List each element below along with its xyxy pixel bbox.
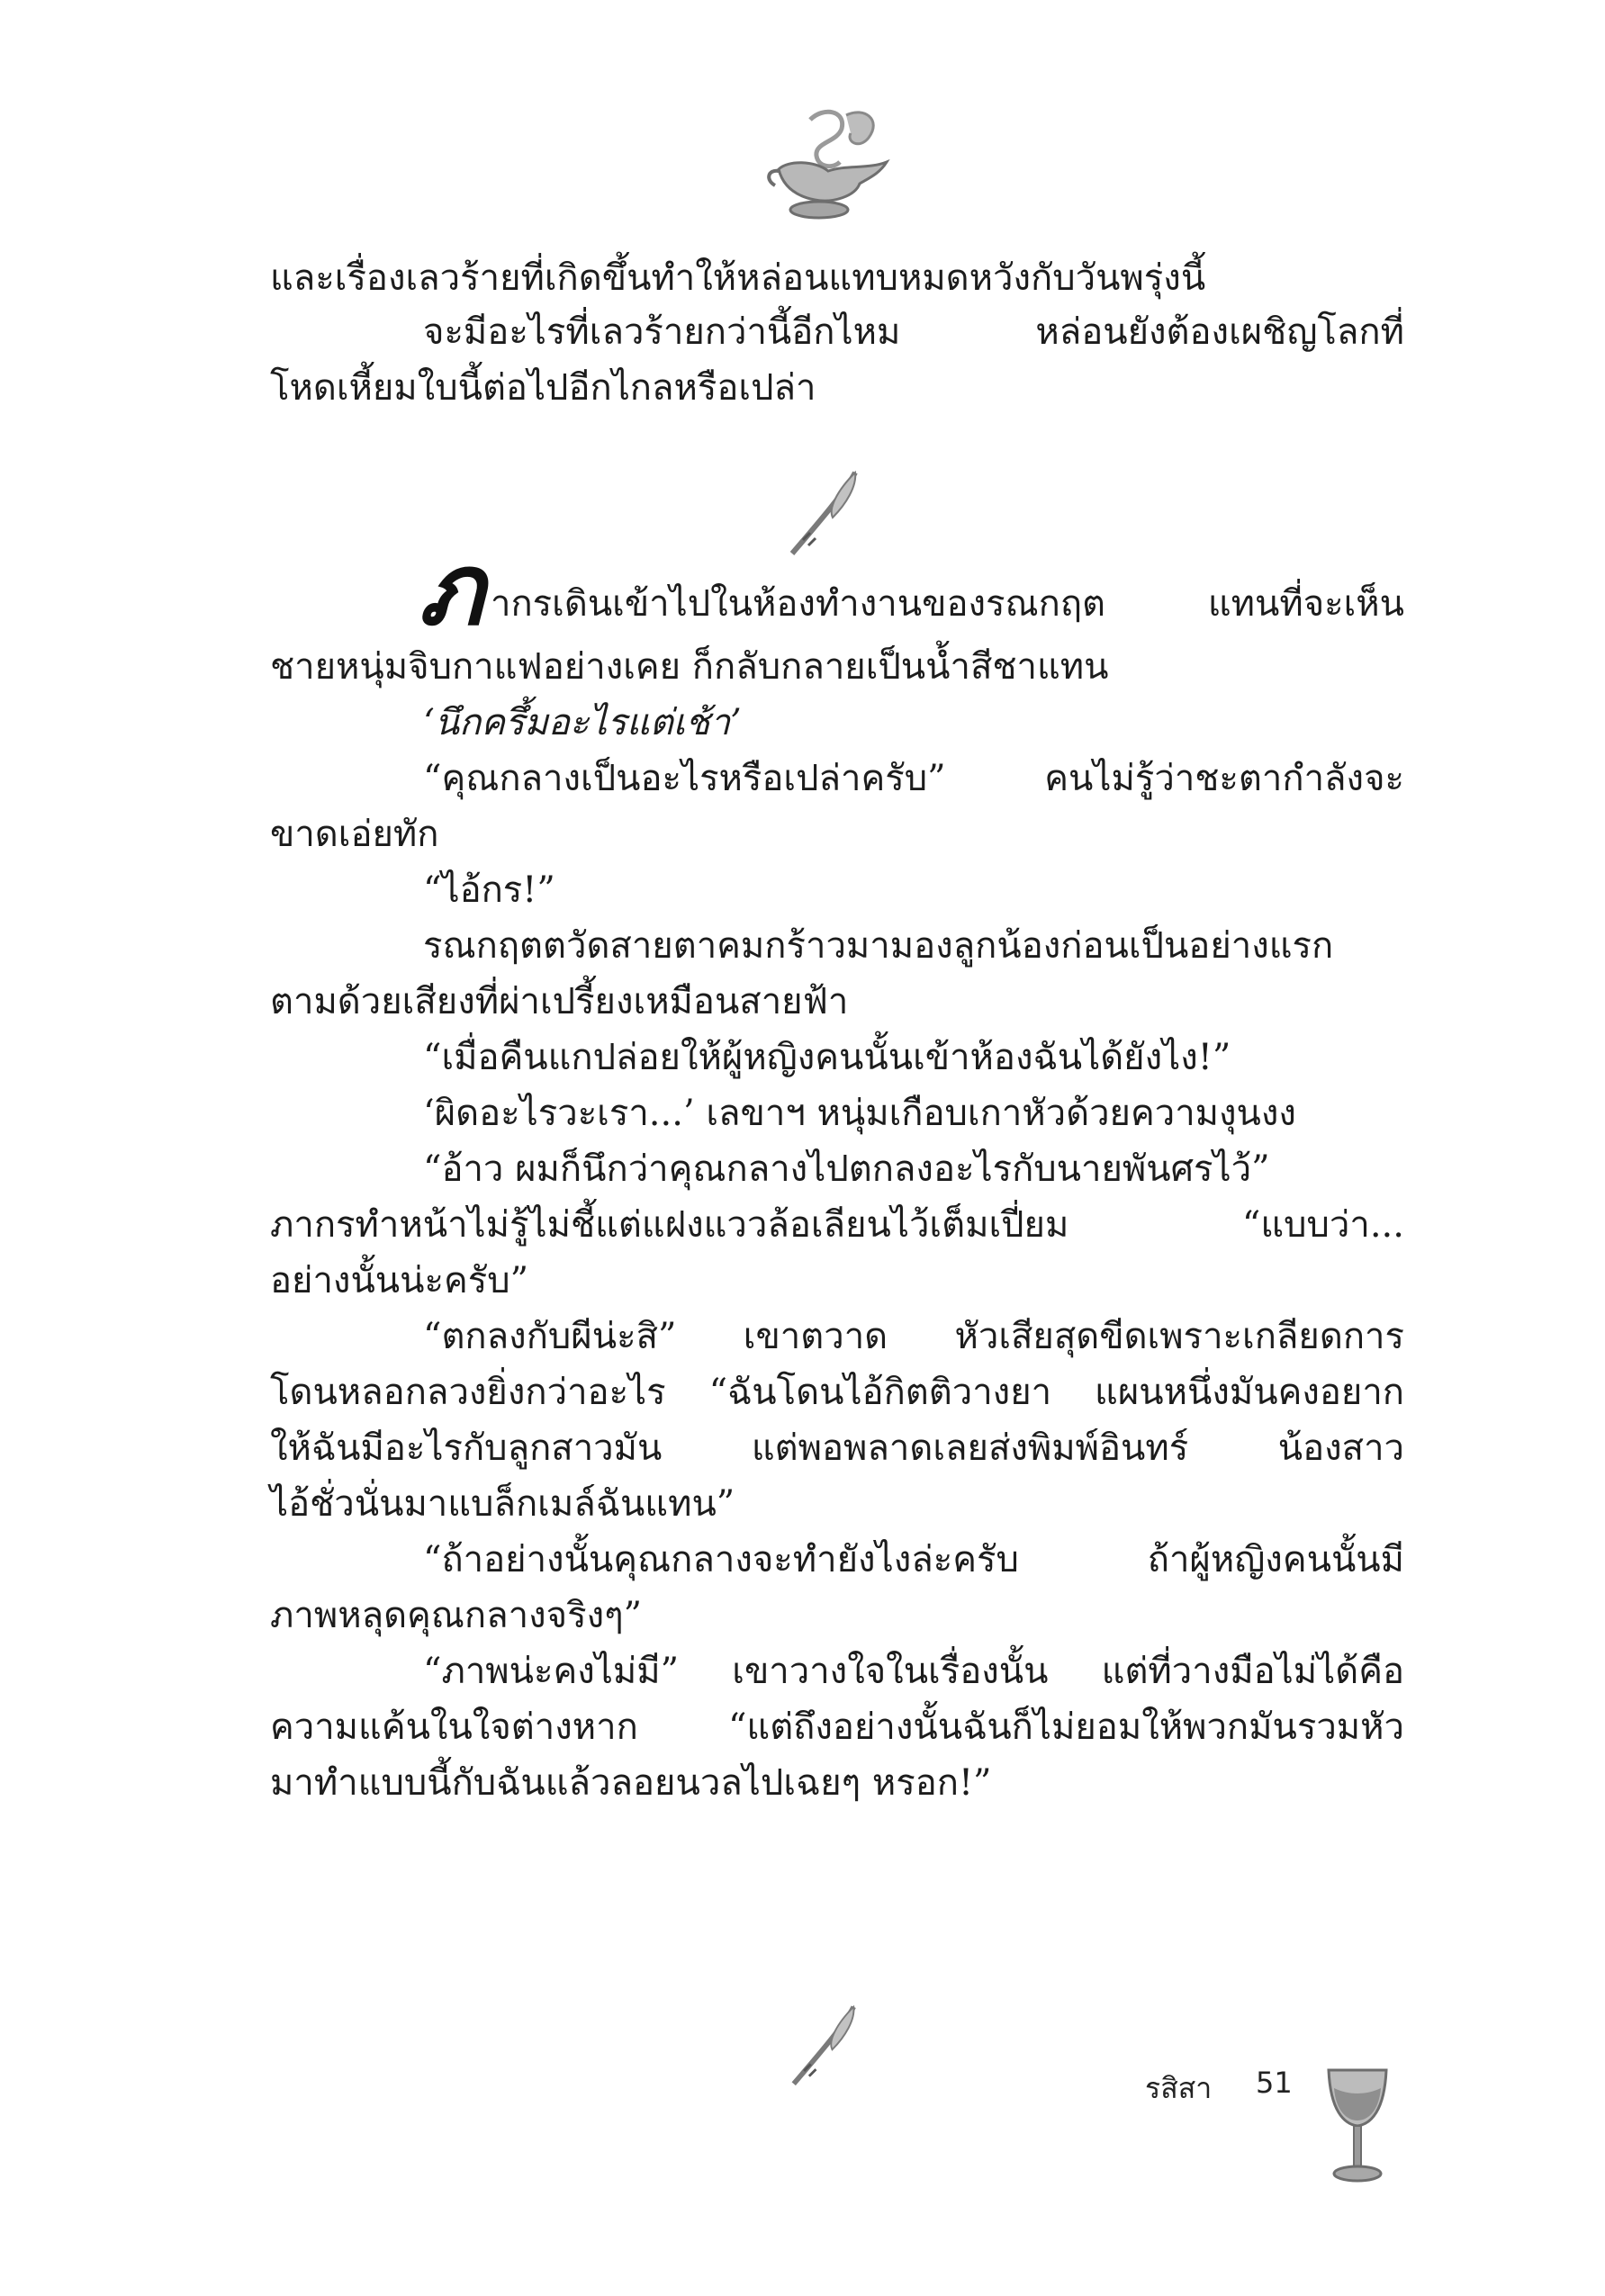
quill-pen-icon	[783, 468, 864, 558]
text-line: “ไอ้กร!”	[423, 869, 555, 911]
text-line: “ตกลงกับผีน่ะสิ” เขาตวาด หัวเสียสุดขีดเพราะเกลียดการ	[423, 1316, 1404, 1357]
text-line: ให้ฉันมีอะไรกับลูกสาวมัน แต่พอพลาดเลยส่งพิมพ์อินทร์ น้องสาว	[270, 1427, 1404, 1469]
text-line: “ถ้าอย่างนั้นคุณกลางจะทำยังไงล่ะครับ ถ้าผู้หญิงคนนั้นมี	[423, 1539, 1404, 1580]
text-line: อย่างนั้นน่ะครับ”	[270, 1260, 529, 1301]
text-line: ภาพหลุดคุณกลางจริงๆ”	[270, 1595, 643, 1636]
drop-cap: ภ	[419, 531, 484, 647]
text-line: ภากรทำหน้าไม่รู้ไม่ชี้แต่แฝงแววล้อเลียนไว้เต็มเปี่ยม “แบบว่า...	[270, 1204, 1404, 1246]
text-line: ไอ้ชั่วนั่นมาแบล็กเมล์ฉันแทน”	[270, 1483, 735, 1525]
text-line: โดนหลอกลวงยิ่งกว่าอะไร “ฉันโดนไอ้กิตติวางยา แผนหนึ่งมันคงอยาก	[270, 1372, 1404, 1413]
text-line: “ภาพน่ะคงไม่มี” เขาวางใจในเรื่องนั้น แต่ที่วางมือไม่ได้คือ	[423, 1651, 1404, 1692]
text-line: “อ้าว ผมก็นึกว่าคุณกลางไปตกลงอะไรกับนายพันศรไว้”	[423, 1148, 1270, 1190]
text-line: ตามด้วยเสียงที่ผ่าเปรี้ยงเหมือนสายฟ้า	[270, 981, 849, 1022]
goblet-icon	[1321, 2061, 1393, 2187]
text-line: ชายหนุ่มจิบกาแฟอย่างเคย ก็กลับกลายเป็นน้ำสีชาแทน	[270, 646, 1109, 688]
genie-lamp-icon	[761, 106, 896, 228]
text-line: “คุณกลางเป็นอะไรหรือเปล่าครับ” คนไม่รู้ว่าชะตากำลังจะ	[423, 758, 1404, 799]
page-number: 51	[1256, 2066, 1293, 2100]
text-line: ขาดเอ่ยทัก	[270, 814, 439, 855]
text-line: ากรเดินเข้าไปในห้องทำงานของรณกฤต แทนที่จะเห็น	[491, 583, 1404, 625]
text-line: ‘นึกครึ้มอะไรแต่เช้า’	[423, 702, 742, 743]
text-line: มาทำแบบนี้กับฉันแล้วลอยนวลไปเฉยๆ หรอก!”	[270, 1762, 992, 1804]
text-line: โหดเหี้ยมใบนี้ต่อไปอีกไกลหรือเปล่า	[270, 367, 816, 409]
footer-title: รสิสา	[1145, 2071, 1213, 2105]
text-line: รณกฤตตวัดสายตาคมกร้าวมามองลูกน้องก่อนเป็นอย่างแรก	[423, 925, 1334, 967]
text-line: จะมีอะไรที่เลวร้ายกว่านี้อีกไหม หล่อนยังต้องเผชิญโลกที่	[423, 311, 1404, 353]
text-line: ‘ผิดอะไรวะเรา...’ เลขาฯ หนุ่มเกือบเกาหัวด้วยความงุนงง	[423, 1093, 1296, 1134]
text-line: ความแค้นในใจต่างหาก “แต่ถึงอย่างนั้นฉันก็ไม่ยอมให้พวกมันรวมหัว	[270, 1706, 1404, 1748]
text-line: “เมื่อคืนแกปล่อยให้ผู้หญิงคนนั้นเข้าห้องฉันได้ยังไง!”	[423, 1037, 1231, 1078]
quill-pen-icon	[783, 2003, 864, 2088]
text-line: และเรื่องเลวร้ายที่เกิดขึ้นทำให้หล่อนแทบหมดหวังกับวันพรุ่งนี้	[270, 257, 1206, 299]
